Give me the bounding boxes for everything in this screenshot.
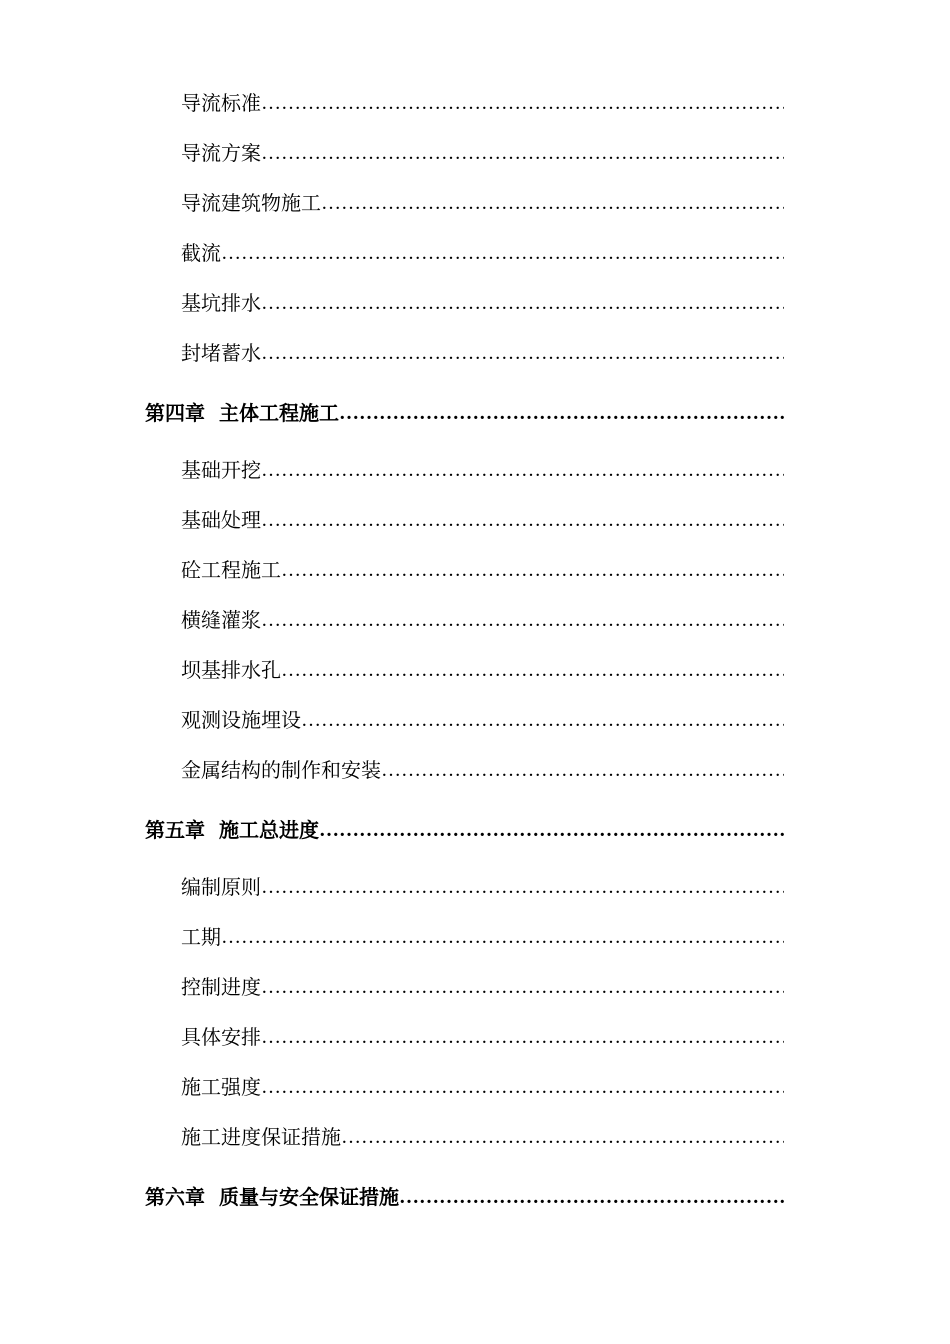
toc-entry-label: 截流 [181,241,221,265]
dot-leader [319,815,784,845]
toc-entry[interactable] [181,605,784,635]
dot-leader [261,138,784,168]
toc-entry[interactable] [181,505,784,535]
toc-entry-label: 导流方案 [181,141,261,165]
dot-leader [261,455,784,485]
dot-leader [301,705,784,735]
toc-entry[interactable] [181,922,784,952]
dot-leader [261,972,784,1002]
toc-chapter-heading [145,398,339,428]
toc-entry-label: 工期 [181,925,221,949]
dot-leader [221,922,784,952]
dot-leader [281,555,784,585]
dot-leader [261,88,784,118]
toc-entry[interactable] [181,88,784,118]
toc-entry-label: 基础处理 [181,508,261,532]
toc-entry[interactable] [181,655,784,685]
dot-leader [341,1122,784,1152]
toc-entry[interactable] [181,755,784,785]
toc-entry-label: 砼工程施工 [181,558,281,582]
toc-entry-label: 导流标准 [181,91,261,115]
toc-entry-label: 施工进度保证措施 [181,1125,341,1149]
toc-entry-label: 导流建筑物施工 [181,191,321,215]
chapter-number: 第五章 [145,818,205,842]
toc-entry[interactable] [181,138,784,168]
chapter-number: 第六章 [145,1185,205,1209]
dot-leader [321,188,784,218]
toc-entry-label: 坝基排水孔 [181,658,281,682]
toc-entry-label: 横缝灌浆 [181,608,261,632]
dot-leader [261,1022,784,1052]
toc-entry[interactable] [181,972,784,1002]
toc-entry[interactable] [181,705,784,735]
toc-chapter-entry[interactable] [145,1182,784,1212]
toc-entry-label: 控制进度 [181,975,261,999]
toc-chapter-entry[interactable] [145,398,784,428]
toc-entry-label: 编制原则 [181,875,261,899]
toc-entry[interactable] [181,455,784,485]
toc-chapter-heading [145,1182,399,1212]
toc-entry[interactable] [181,338,784,368]
toc-entry[interactable] [181,872,784,902]
dot-leader [261,605,784,635]
dot-leader [221,238,784,268]
toc-entry[interactable] [181,188,784,218]
dot-leader [261,505,784,535]
dot-leader [339,398,784,428]
toc-chapter-heading [145,815,319,845]
dot-leader [261,338,784,368]
dot-leader [261,1072,784,1102]
toc-entry-label: 封堵蓄水 [181,341,261,365]
dot-leader [281,655,784,685]
toc-entry[interactable] [181,555,784,585]
chapter-number: 第四章 [145,401,205,425]
toc-entry[interactable] [181,1072,784,1102]
toc-entry-label: 金属结构的制作和安装 [181,758,381,782]
toc-entry-label: 基础开挖 [181,458,261,482]
dot-leader [261,872,784,902]
chapter-title: 质量与安全保证措施 [219,1185,399,1209]
toc-entry[interactable] [181,1022,784,1052]
toc-entry[interactable] [181,1122,784,1152]
chapter-title: 施工总进度 [219,818,319,842]
chapter-title: 主体工程施工 [219,401,339,425]
toc-entry[interactable] [181,238,784,268]
toc-chapter-entry[interactable] [145,815,784,845]
dot-leader [399,1182,784,1212]
toc-entry-label: 施工强度 [181,1075,261,1099]
dot-leader [261,288,784,318]
dot-leader [381,755,784,785]
toc-entry-label: 观测设施埋设 [181,708,301,732]
toc-entry-label: 基坑排水 [181,291,261,315]
toc-entry-label: 具体安排 [181,1025,261,1049]
toc-entry[interactable] [181,288,784,318]
